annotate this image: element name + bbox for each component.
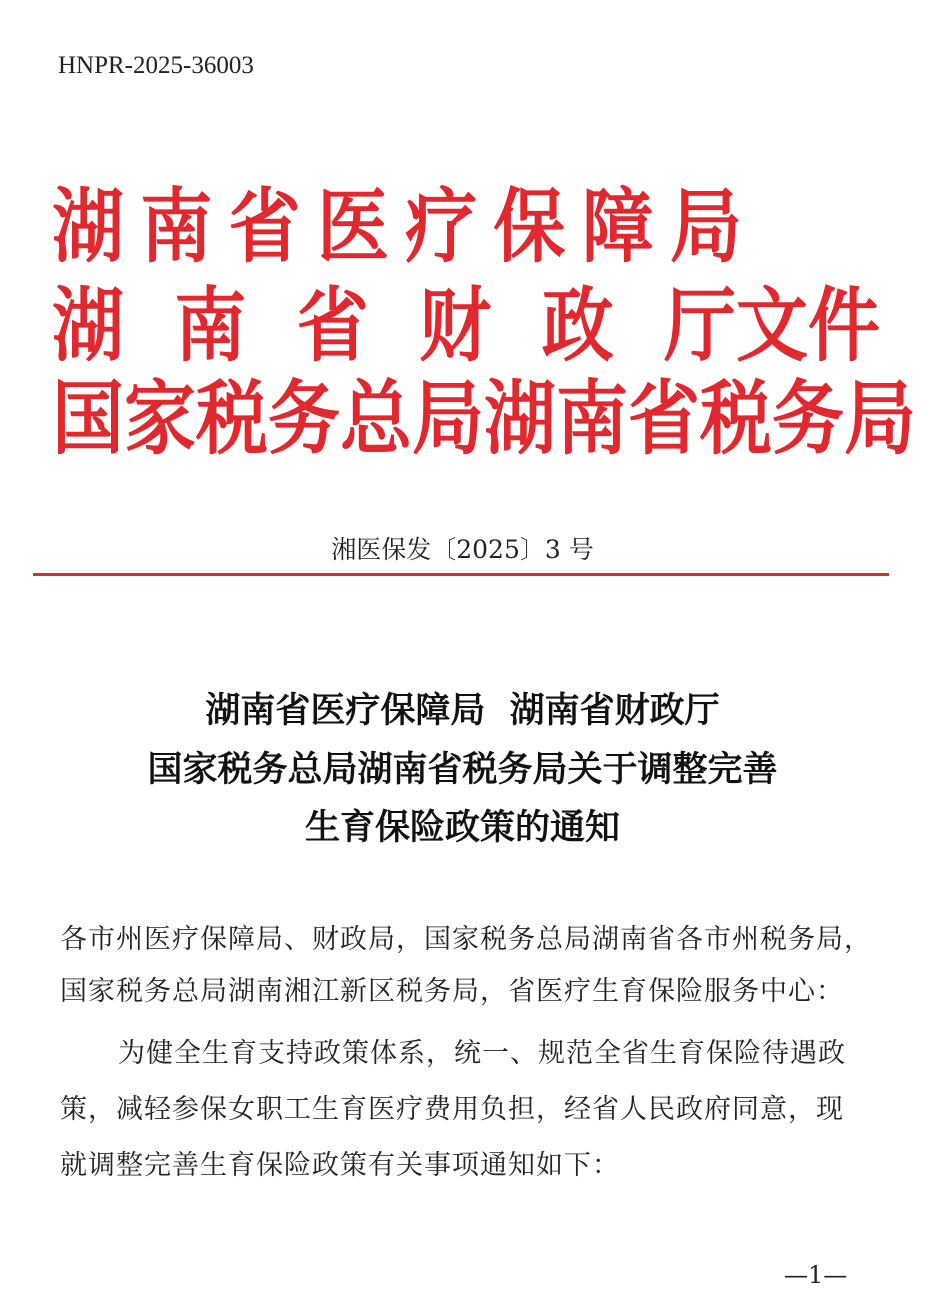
body-paragraph-line-3: 就调整完善生育保险政策有关事项通知如下： [60, 1150, 620, 1181]
header-char: 南 [140, 179, 213, 274]
header-char: 南 [174, 278, 247, 373]
header-char: 省 [228, 179, 301, 274]
body-addressees-line-2: 国家税务总局湖南湘江新区税务局，省医疗生育保险服务中心： [60, 976, 844, 1007]
header-char: 疗 [405, 179, 478, 274]
header-char: 局 [669, 179, 742, 274]
page-number: —1— [784, 1261, 848, 1289]
header-issuer-medical-security [52, 179, 742, 274]
header-char: 湖 [52, 278, 125, 373]
red-divider [33, 573, 889, 576]
title-line-1: 湖南省医疗保障局 湖南省财政厅 [205, 690, 720, 731]
body-paragraph-line-2: 策，减轻参保女职工生育医疗费用负担，经省人民政府同意，现 [60, 1094, 844, 1125]
body-addressees-line-1: 各市州医疗保障局、财政局，国家税务总局湖南省各市州税务局， [60, 924, 872, 955]
header-char: 障 [581, 179, 654, 274]
header-char: 医 [316, 179, 389, 274]
header-char: 财 [419, 278, 492, 373]
title-line-2: 国家税务总局湖南省税务局关于调整完善 [147, 749, 778, 790]
header-char: 保 [493, 179, 566, 274]
header-char: 湖 [52, 179, 125, 274]
header-issuer-tax: 国家税务总局湖南省税务局 [52, 371, 917, 466]
document-number: 湘医保发〔2025〕3 号 [331, 535, 594, 564]
header-char: 政 [541, 278, 614, 373]
header-char: 省 [296, 278, 369, 373]
title-line-3: 生育保险政策的通知 [304, 807, 620, 848]
body-paragraph-line-1: 为健全生育支持政策体系，统一、规范全省生育保险待遇政 [118, 1038, 846, 1069]
document-code: HNPR-2025-36003 [58, 52, 254, 79]
header-char: 厅文件 [663, 278, 880, 373]
header-issuer-finance [52, 278, 880, 373]
